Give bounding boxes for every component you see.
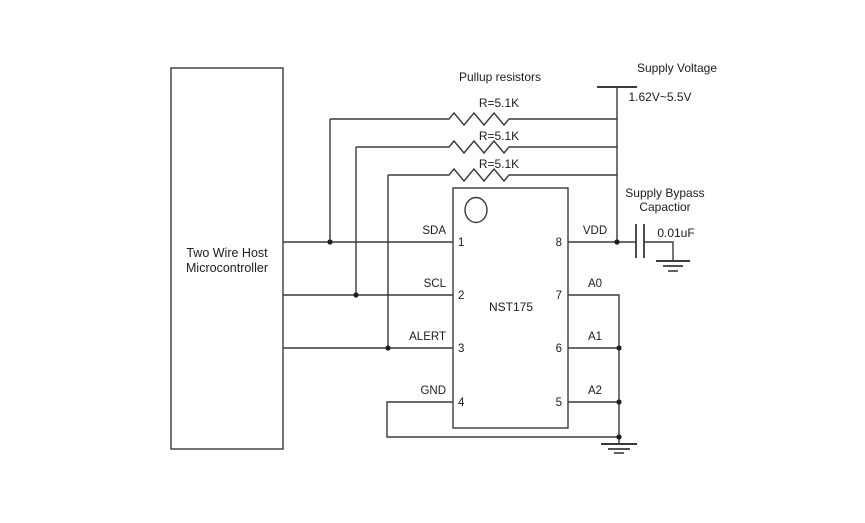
pin-label-vdd: VDD bbox=[582, 225, 608, 237]
pin-number-7: 7 bbox=[555, 290, 562, 302]
resistor-2-value: R=5.1K bbox=[478, 129, 520, 143]
pin-number-8: 8 bbox=[555, 237, 562, 249]
bypass-capacitor-title-line2: Capactior bbox=[639, 200, 691, 214]
wire-a0 bbox=[568, 295, 619, 437]
wire-cap-to-ground bbox=[644, 242, 673, 261]
chip-name: NST175 bbox=[488, 300, 534, 314]
pin-number-5: 5 bbox=[555, 397, 562, 409]
supply-voltage-range: 1.62V~5.5V bbox=[628, 90, 692, 104]
pullup-resistors-title: Pullup resistors bbox=[458, 70, 542, 84]
chip-pin1-notch-circle bbox=[465, 198, 487, 223]
pin-label-alert: ALERT bbox=[409, 331, 446, 343]
pin-number-1: 1 bbox=[458, 237, 465, 249]
junction-dot bbox=[385, 345, 390, 350]
mcu-label-line1: Two Wire Host bbox=[186, 246, 268, 260]
junction-dot bbox=[327, 239, 332, 244]
pin-number-6: 6 bbox=[555, 343, 562, 355]
resistor-1-value: R=5.1K bbox=[478, 96, 520, 110]
pin-label-scl: SCL bbox=[423, 278, 446, 290]
pin-label-sda: SDA bbox=[422, 225, 446, 237]
wire-gnd bbox=[387, 402, 619, 437]
pin-number-3: 3 bbox=[458, 343, 465, 355]
junction-dot bbox=[616, 434, 621, 439]
capacitor-value: 0.01uF bbox=[657, 226, 695, 240]
resistor-3-value: R=5.1K bbox=[478, 157, 520, 171]
junction-dot bbox=[614, 239, 619, 244]
ground-symbol-capacitor bbox=[656, 261, 690, 271]
bypass-capacitor-title-line1: Supply Bypass bbox=[625, 186, 705, 200]
pin-label-a1: A1 bbox=[587, 331, 603, 343]
ground-symbol-bottom bbox=[601, 444, 637, 453]
pin-label-a0: A0 bbox=[587, 278, 603, 290]
supply-voltage-title: Supply Voltage bbox=[636, 61, 718, 75]
pin-number-4: 4 bbox=[458, 397, 465, 409]
mcu-label-line2: Microcontroller bbox=[186, 261, 268, 275]
junction-dot bbox=[353, 292, 358, 297]
pin-label-gnd: GND bbox=[420, 385, 446, 397]
pin-label-a2: A2 bbox=[587, 385, 603, 397]
junction-dot bbox=[616, 345, 621, 350]
resistor-1-zigzag bbox=[330, 113, 617, 125]
junction-dot bbox=[616, 399, 621, 404]
pin-number-2: 2 bbox=[458, 290, 465, 302]
